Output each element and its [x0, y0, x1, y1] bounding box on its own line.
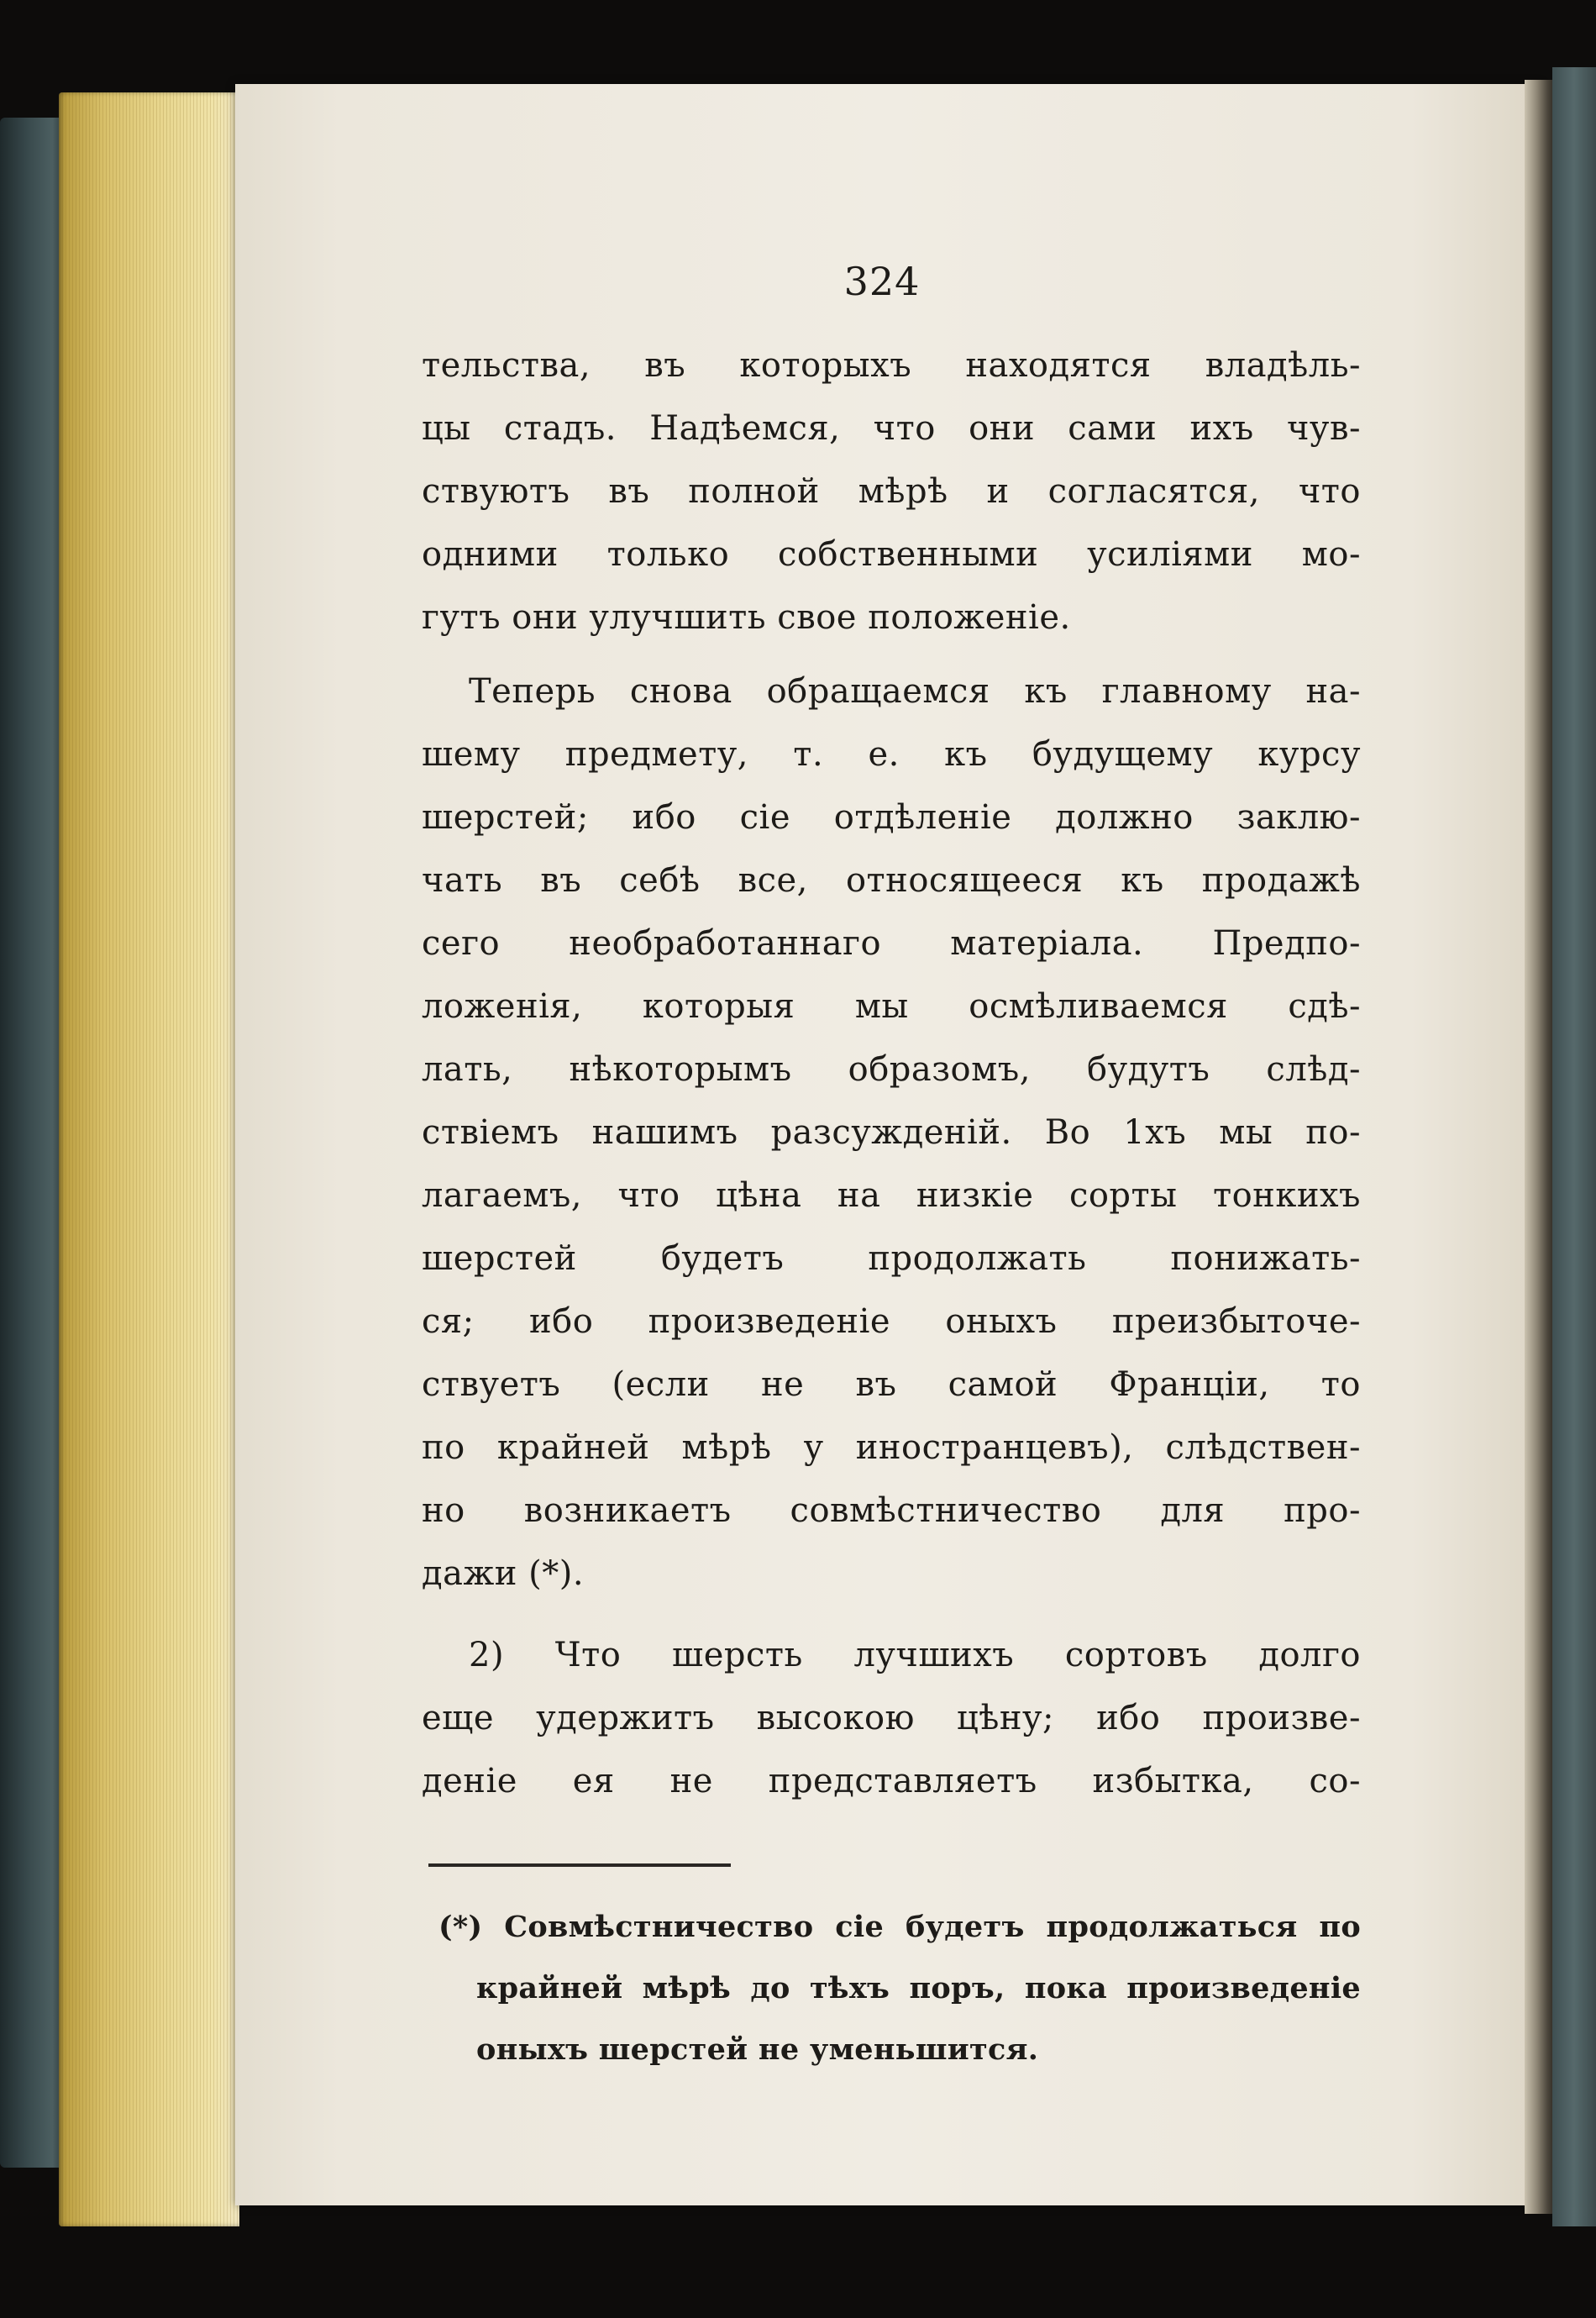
page-number: 324	[843, 259, 921, 304]
body-line: лагаемъ, что цѣна на низкіе сорты тонкихъ	[422, 1176, 1361, 1215]
body-line: дажи (*).	[422, 1554, 585, 1593]
body-line: шерстей будетъ продолжать понижать-	[422, 1239, 1361, 1278]
footnote-line: крайней мѣрѣ до тѣхъ поръ, пока произведеніе	[476, 1971, 1361, 2005]
body-line: тельства, въ которыхъ находятся владѣль-	[422, 346, 1361, 385]
body-line: ствуетъ (если не въ самой Франціи, то	[422, 1365, 1361, 1404]
body-line: лать, нѣкоторымъ образомъ, будутъ слѣд-	[422, 1050, 1361, 1089]
footnote-line: оныхъ шерстей не уменьшится.	[476, 2032, 1039, 2067]
body-line: шему предмету, т. е. къ будущему курсу	[422, 735, 1361, 774]
body-line: одними только собственными усиліями мо-	[422, 535, 1361, 574]
body-line: еще удержитъ высокою цѣну; ибо произве-	[422, 1699, 1361, 1737]
body-line: деніе ея не представляетъ избытка, со-	[422, 1762, 1361, 1800]
footnote-divider	[428, 1863, 731, 1867]
body-line: 2) Что шерсть лучшихъ сортовъ долго	[469, 1636, 1361, 1674]
body-line: Теперь снова обращаемся къ главному на-	[469, 672, 1361, 711]
body-line: гутъ они улучшить свое положеніе.	[422, 598, 1071, 637]
footnote-line: (*) Совмѣстничество сіе будетъ продолжаться по	[438, 1910, 1361, 1944]
body-line: ствуютъ въ полной мѣрѣ и согласятся, что	[422, 472, 1361, 511]
body-line: ся; ибо произведеніе оныхъ преизбыточе-	[422, 1302, 1361, 1341]
body-line: по крайней мѣрѣ у иностранцевъ), слѣдствен-	[422, 1428, 1361, 1467]
body-line: но возникаетъ совмѣстничество для про-	[422, 1491, 1361, 1530]
body-line: чать въ себѣ все, относящееся къ продажѣ	[422, 861, 1361, 900]
body-line: шерстей; ибо сіе отдѣленіе должно заклю-	[422, 798, 1361, 837]
body-line: сего необработаннаго матеріала. Предпо-	[422, 924, 1361, 963]
body-line: ствіемъ нашимъ разсужденій. Во 1хъ мы по-	[422, 1113, 1361, 1152]
body-line: цы стадъ. Надѣемся, что они сами ихъ чув-	[422, 409, 1361, 448]
body-line: ложенія, которыя мы осмѣливаемся сдѣ-	[422, 987, 1361, 1026]
